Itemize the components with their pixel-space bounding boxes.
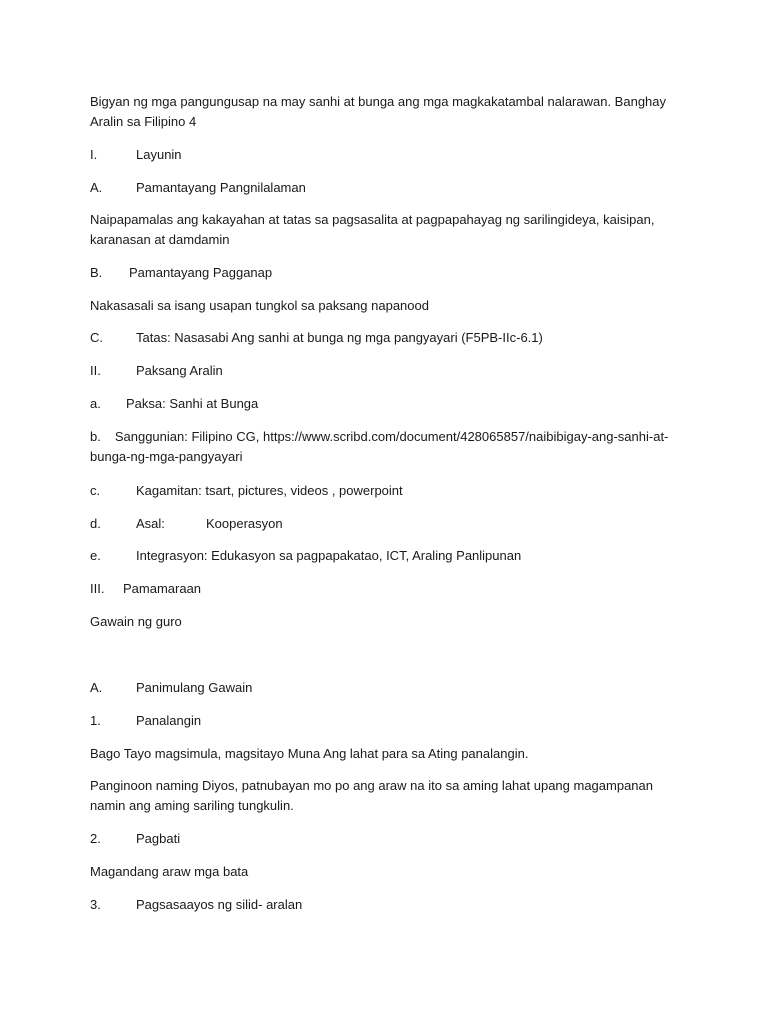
- number-text: Panalangin: [136, 713, 202, 728]
- section-label: I.: [90, 147, 98, 162]
- number-text: Pagsasaayos ng silid- aralan: [136, 897, 303, 912]
- section-text: Pamantayang Pagganap: [129, 265, 273, 280]
- document-title: Bigyan ng mga pangungusap na may sanhi at bunga ang mga magkakatambal nalarawan. Banghay Aralin sa Filipino 4: [90, 94, 667, 129]
- item-text: Integrasyon: Edukasyon sa pagpapakatao, ICT, Araling Panlipunan: [136, 548, 522, 563]
- item-text: Paksa: Sanhi at Bunga: [126, 396, 259, 411]
- section-text: Paksang Aralin: [136, 363, 223, 378]
- section-label: II.: [90, 363, 101, 378]
- number-label: 1.: [90, 713, 101, 728]
- section-text: Tatas: Nasasabi Ang sanhi at bunga ng mga pangyayari (F5PB-IIc-6.1): [136, 330, 543, 345]
- section-text: Panimulang Gawain: [136, 680, 253, 695]
- number-label: 2.: [90, 831, 101, 846]
- section-label: C.: [90, 330, 103, 345]
- section-text: Pamantayang Pangnilalaman: [136, 180, 306, 195]
- paragraph-3: Magandang araw mga bata: [90, 864, 249, 879]
- number-text: Pagbati: [136, 831, 181, 846]
- item-label: c.: [90, 483, 101, 498]
- item-label: b.: [90, 429, 101, 444]
- section-text: Pamamaraan: [123, 581, 202, 596]
- item-label: e.: [90, 548, 101, 563]
- number-label: 3.: [90, 897, 101, 912]
- item-key: Asal:: [136, 516, 165, 531]
- item-b: [90, 427, 690, 467]
- paragraph-a: Naipapamalas ang kakayahan at tatas sa pagsasalita at pagpapahayag ng sarilingideya, kaisipan, karanasan at damdamin: [90, 212, 655, 247]
- section-label: A.: [90, 180, 103, 195]
- section-label: A.: [90, 680, 103, 695]
- section-label: B.: [90, 265, 103, 280]
- paragraph-gawain: Gawain ng guro: [90, 614, 182, 629]
- section-text: Layunin: [136, 147, 182, 162]
- item-label: d.: [90, 516, 101, 531]
- item-text: Kagamitan: tsart, pictures, videos , powerpoint: [136, 483, 403, 498]
- paragraph-b: Nakasasali sa isang usapan tungkol sa paksang napanood: [90, 298, 429, 313]
- paragraph-2: Panginoon naming Diyos, patnubayan mo po ang araw na ito sa aming lahat upang magampanan namin ang aming sariling tungkulin.: [90, 778, 653, 813]
- item-text: Kooperasyon: [206, 516, 283, 531]
- section-label: III.: [90, 581, 105, 596]
- paragraph-1: Bago Tayo magsimula, magsitayo Muna Ang lahat para sa Ating panalangin.: [90, 746, 529, 761]
- item-text: Sanggunian: Filipino CG, https://www.scribd.com/document/428065857/naibibigay-ang-sanhi-at-bunga-ng-mga-pangyayari: [90, 429, 669, 464]
- item-label: a.: [90, 396, 101, 411]
